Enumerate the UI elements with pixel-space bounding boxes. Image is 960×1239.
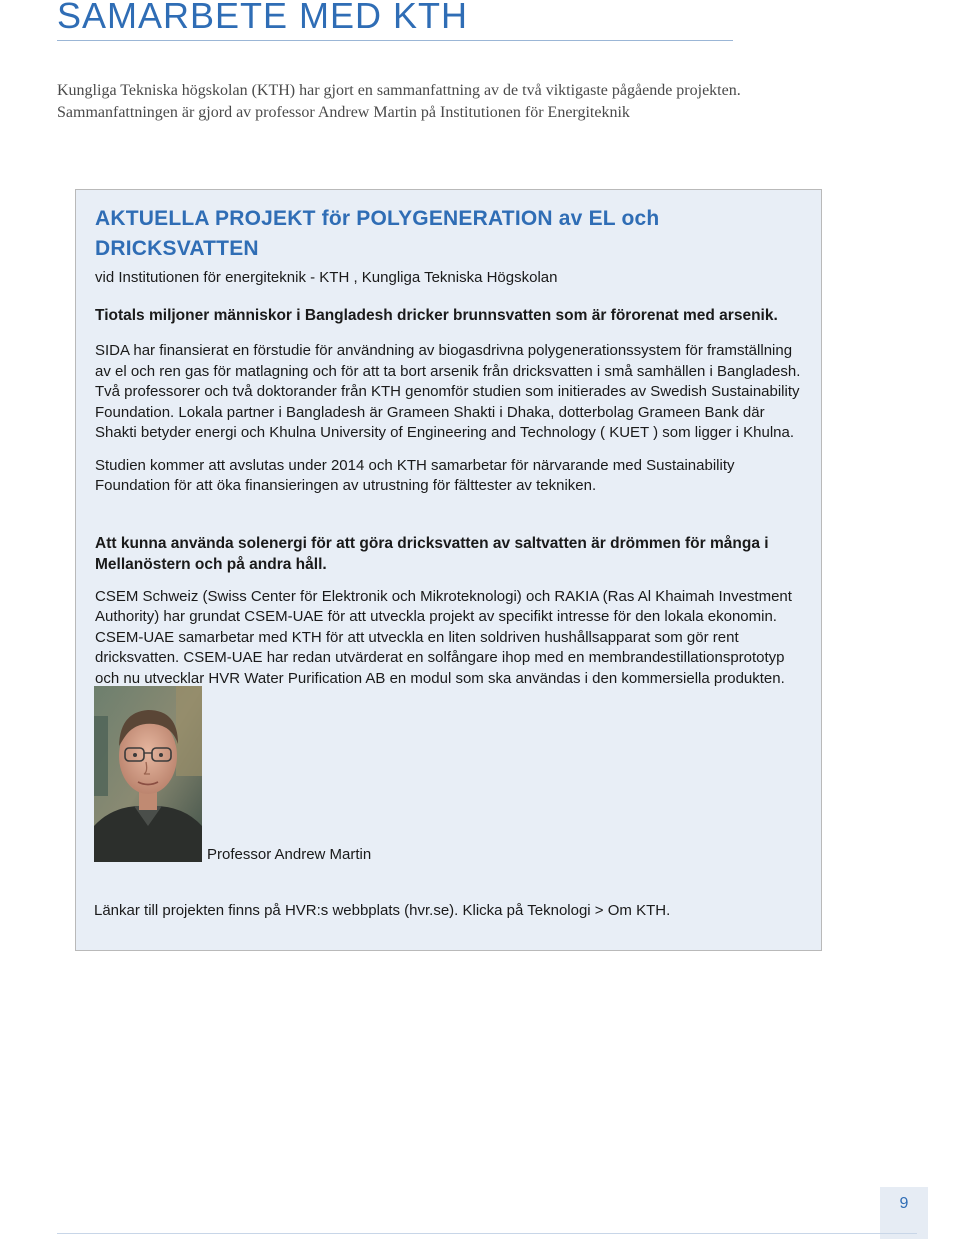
box-subheading: vid Institutionen för energiteknik - KTH , Kungliga Tekniska Högskolan — [95, 269, 558, 286]
links-text: Länkar till projekten finns på HVR:s webbplats (hvr.se). Klicka på Teknologi > Om KTH. — [94, 902, 671, 919]
portrait-illustration — [94, 686, 202, 862]
intro-line-1: Kungliga Tekniska högskolan (KTH) har gjort en sammanfattning av de två viktigaste pågående projekten. — [57, 82, 741, 99]
project-info-content — [95, 204, 807, 689]
portrait-photo — [94, 686, 202, 862]
project2-lead: Att kunna använda solenergi för att göra dricksvatten av saltvatten är drömmen för många i Mellanöstern och på andra håll. — [95, 534, 769, 573]
project2-paragraph-1: CSEM Schweiz (Swiss Center för Elektronik och Mikroteknologi) och RAKIA (Ras Al Khaimah Investment Authority) har grundat CSEM-UAE för att utveckla projekt av specifikt intresse för den lokala ekonomin. CSEM-UAE samarbetar med KTH för att utveckla en liten soldriven hushållsapparat som gör rent dricksvatten. CSEM-UAE har redan utvärderat en solfångare ihop med en membrandestillationsprototyp och nu utvecklar HVR Water Purification AB en modul som ska användas i den kommersiella produkten. — [95, 587, 792, 687]
project1-lead: Tiotals miljoner människor i Bangladesh dricker brunnsvatten som är förorenat med arsenik. — [95, 307, 778, 324]
footer-divider — [57, 1233, 917, 1234]
intro-text — [57, 80, 917, 124]
page-number-tab — [880, 1187, 928, 1239]
photo-caption: Professor Andrew Martin — [207, 846, 372, 863]
project1-paragraph-1: SIDA har finansierat en förstudie för användning av biogasdrivna polygenerationssystem för framställning av el och ren gas för matlagning och för att ta bort arsenik från dricksvatten i små samhällen i Bangladesh. Två professorer och två doktorander från KTH genomför studien som initierades av Swedish Sustainability Foundation. Lokala partner i Bangladesh är Grameen Shakti i Dhaka, dotterbolag Grameen Bank där Shakti betyder energi och Khulna University of Engineering and Technology ( KUET ) som ligger i Khulna. — [95, 342, 801, 441]
page-title: SAMARBETE MED KTH — [57, 0, 469, 36]
project1-paragraph-2: Studien kommer att avslutas under 2014 och KTH samarbetar för närvarande med Sustainability Foundation för att öka finansieringen av utrustning för fälttester av tekniken. — [95, 456, 735, 494]
box-heading: AKTUELLA PROJEKT för POLYGENERATION av EL och DRICKSVATTEN — [95, 207, 660, 260]
intro-line-2: Sammanfattningen är gjord av professor Andrew Martin på Institutionen för Energiteknik — [57, 104, 630, 121]
project-info-box — [75, 189, 822, 951]
title-divider — [57, 40, 733, 41]
page-number: 9 — [899, 1195, 909, 1212]
